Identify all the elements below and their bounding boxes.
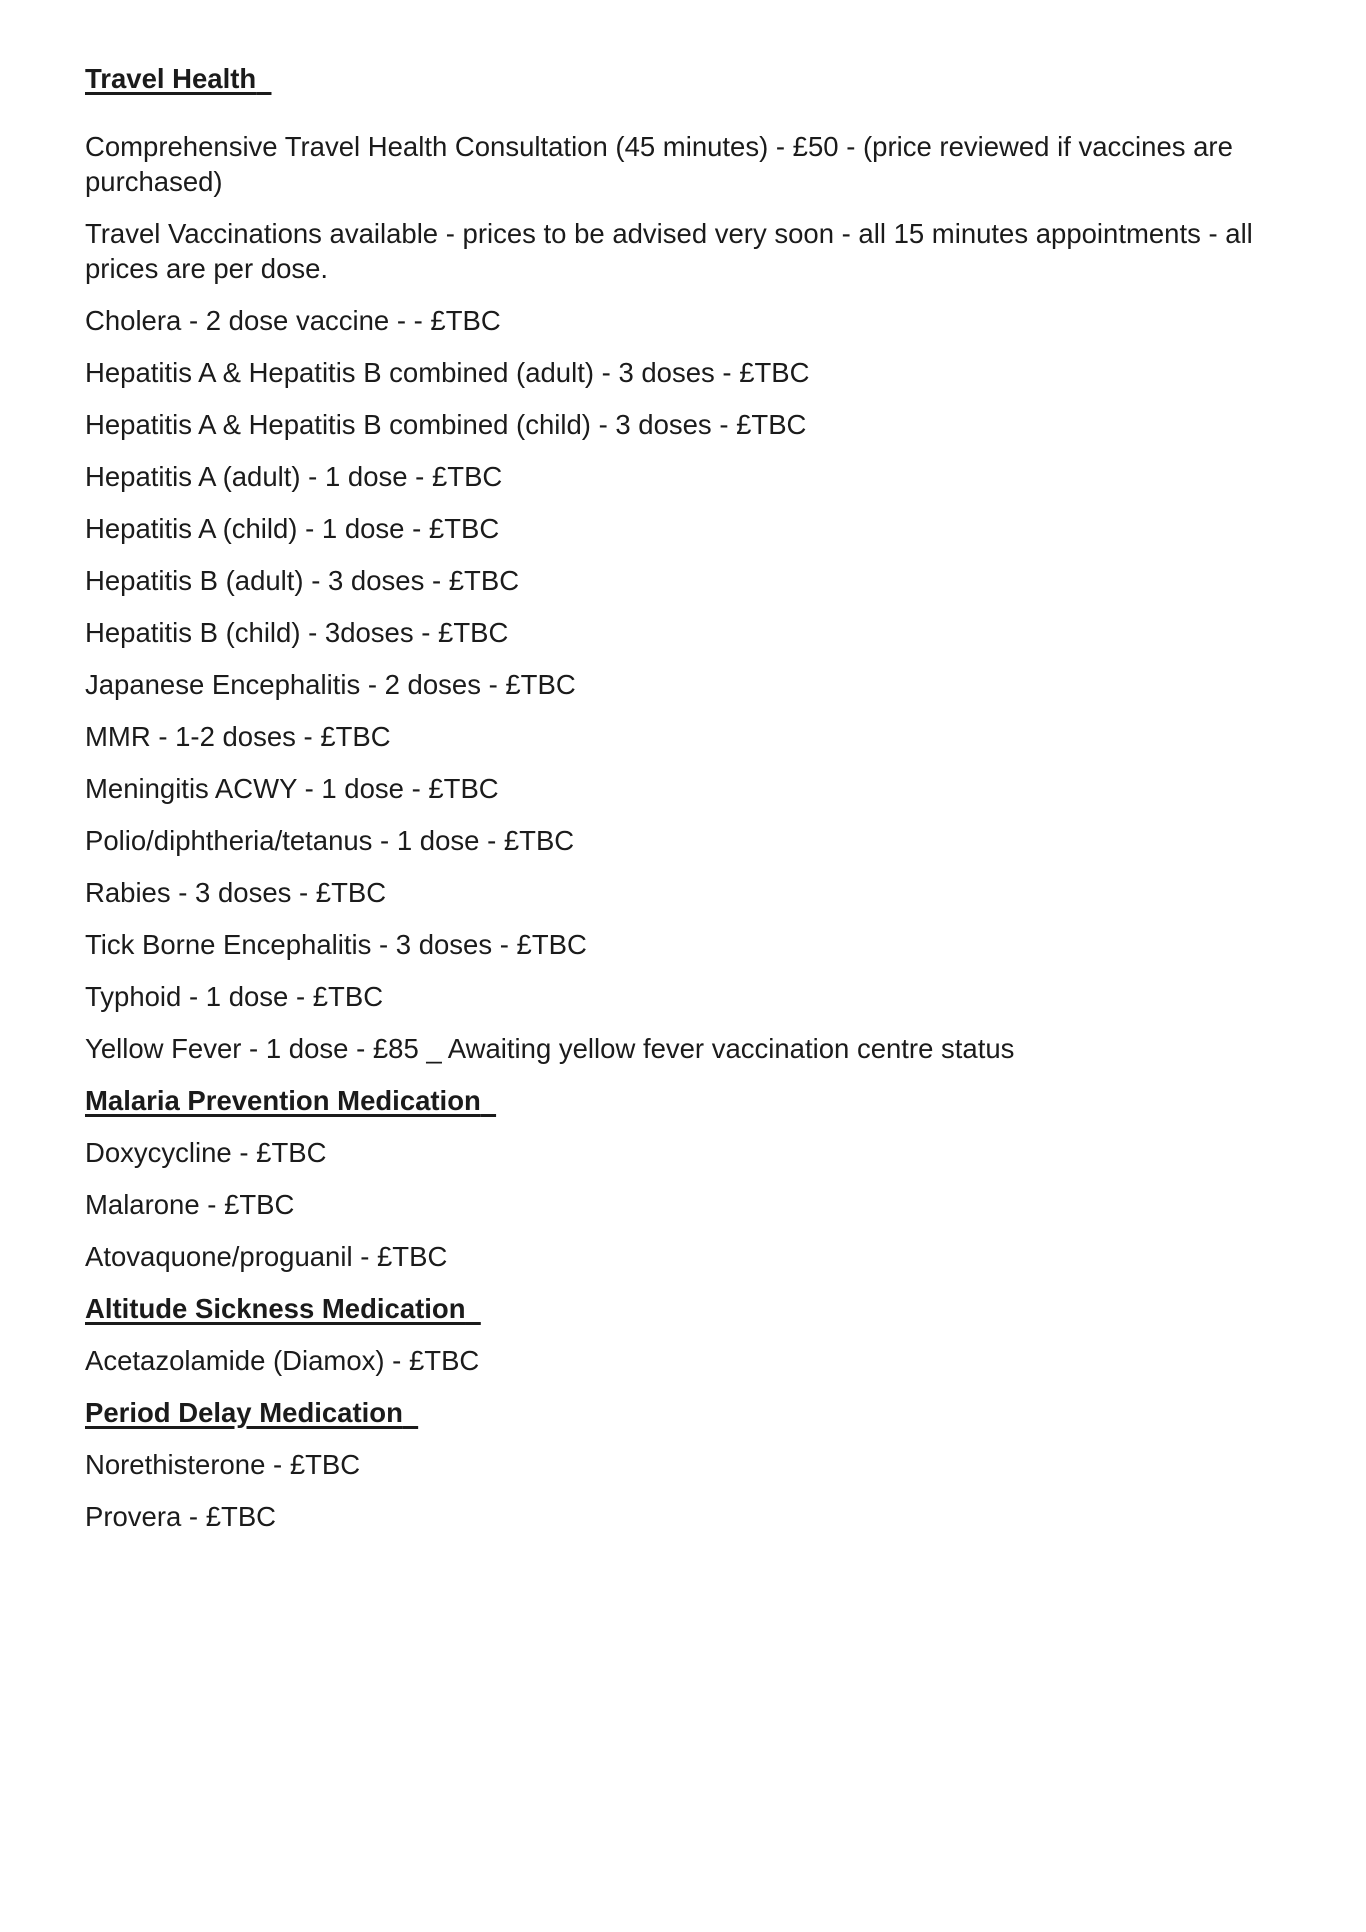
section-malaria-prevention [85,1083,1270,1274]
item-malarone: Malarone - £TBC [85,1189,295,1220]
price-list-document [85,61,1270,1534]
item-hep-a-b-combined-child: Hepatitis A & Hepatitis B combined (child) - 3 doses - £TBC [85,409,807,440]
section-heading [85,61,1270,96]
item-atovaquone-proguanil: Atovaquone/proguanil - £TBC [85,1241,448,1272]
heading-period-delay: Period Delay Medication [85,1397,403,1428]
item-mmr: MMR - 1-2 doses - £TBC [85,721,391,752]
item-hep-a-child: Hepatitis A (child) - 1 dose - £TBC [85,513,500,544]
item-typhoid: Typhoid - 1 dose - £TBC [85,981,384,1012]
para-consultation: Comprehensive Travel Health Consultation (45 minutes) - £50 - (price reviewed if vaccines are purchased) [85,131,1233,197]
item-norethisterone: Norethisterone - £TBC [85,1449,361,1480]
item-yellow-fever: Yellow Fever - 1 dose - £85 _ Awaiting yellow fever vaccination centre status [85,1033,1015,1064]
item-rabies: Rabies - 3 doses - £TBC [85,877,387,908]
item-acetazolamide: Acetazolamide (Diamox) - £TBC [85,1345,480,1376]
item-hep-b-adult: Hepatitis B (adult) - 3 doses - £TBC [85,565,520,596]
item-cholera: Cholera - 2 dose vaccine - - £TBC [85,305,501,336]
item-doxycycline: Doxycycline - £TBC [85,1137,327,1168]
section-heading [85,1395,1270,1430]
item-tick-borne-encephalitis: Tick Borne Encephalitis - 3 doses - £TBC [85,929,587,960]
heading-malaria-prevention: Malaria Prevention Medication [85,1085,481,1116]
item-meningitis-acwy: Meningitis ACWY - 1 dose - £TBC [85,773,499,804]
item-japanese-encephalitis: Japanese Encephalitis - 2 doses - £TBC [85,669,576,700]
section-travel-health [85,61,1270,1066]
section-heading [85,1291,1270,1326]
item-hep-a-b-combined-adult: Hepatitis A & Hepatitis B combined (adult) - 3 doses - £TBC [85,357,810,388]
item-hep-b-child: Hepatitis B (child) - 3doses - £TBC [85,617,509,648]
item-hep-a-adult: Hepatitis A (adult) - 1 dose - £TBC [85,461,503,492]
item-polio-diphtheria-tetanus: Polio/diphtheria/tetanus - 1 dose - £TBC [85,825,575,856]
para-vaccinations-notice: Travel Vaccinations available - prices to be advised very soon - all 15 minutes appointments - all prices are per dose. [85,218,1253,284]
section-altitude-sickness [85,1291,1270,1378]
section-heading [85,1083,1270,1118]
heading-altitude-sickness: Altitude Sickness Medication [85,1293,466,1324]
heading-travel-health: Travel Health [85,63,257,94]
item-provera: Provera - £TBC [85,1501,277,1532]
section-period-delay [85,1395,1270,1534]
